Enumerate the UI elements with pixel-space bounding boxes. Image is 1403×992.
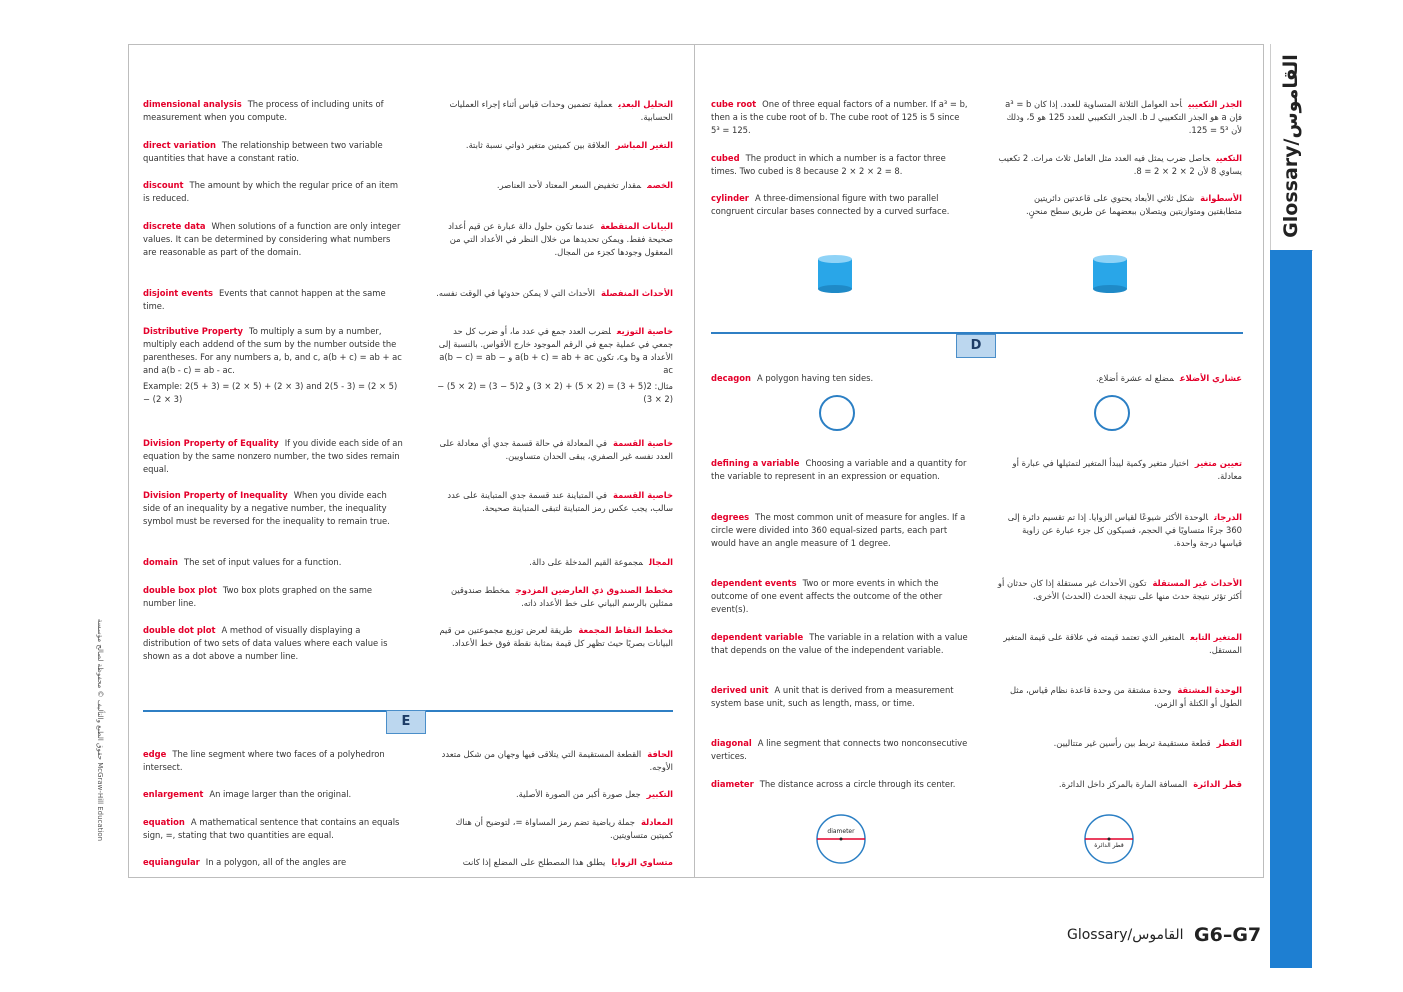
definition-en: When you divide each side of an inequality by a negative number, the inequality symbol must be reversed for the inequality to remain true. <box>143 490 390 526</box>
definition-ar: شكل ثلاثي الأبعاد يحتوي على قاعدتين دائريتين متطابقتين ومتوازيتين ويتصلان ببعضهما عن طريق سطح منحنٍ. <box>1025 193 1242 216</box>
definition-ar: المسافة المارة بالمركز داخل الدائرة. <box>1058 779 1188 789</box>
footer-glossary-label: Glossary/القاموس <box>1067 927 1184 943</box>
definition-ar: وحدة مشتقة من وحدة قاعدة نظام قياس، مثل الطول أو الكتلة أو الزمن. <box>1009 685 1242 708</box>
entry-en-derived-unit <box>711 684 969 710</box>
term-en: edge <box>143 749 167 759</box>
definition-ar: العلاقة بين كميتين متغير ذواتي نسبة ثابتة. <box>465 140 610 150</box>
entry-en-distributive-property <box>143 325 403 406</box>
definition-ar: حاصل ضرب يمثل فيه العدد مثل العامل ثلاث مرات. 2 تكعيب يساوي 8 لأن 2 × 2 × 2 = 8. <box>998 153 1242 176</box>
definition-en: One of three equal factors of a number. If a³ = b, then a is the cube root of b. The cube root of 125 is 5 since 5³ = 125. <box>711 99 968 135</box>
term-ar: البيانات المتقطعة <box>600 221 673 231</box>
definition-en: An image larger than the original. <box>209 789 352 799</box>
term-en: degrees <box>711 512 750 522</box>
definition-en: Two or more events in which the outcome of one event affects the outcome of the other event(s). <box>711 578 943 614</box>
entry-ar-discrete-data <box>433 220 673 259</box>
entry-en-decagon <box>711 372 969 385</box>
term-en: disjoint events <box>143 288 213 298</box>
entry-ar-distributive-property <box>433 325 673 406</box>
diameter-figure-ar <box>1082 812 1136 866</box>
decagon-figure-en <box>816 392 858 434</box>
definition-en: When solutions of a function are only integer values. It can be determined by considering what numbers are reasonable as part of the domain. <box>143 221 401 257</box>
entry-ar-dependent-events <box>997 577 1242 603</box>
entry-ar-equation <box>433 816 673 842</box>
term-ar: الجذر التكعيبي <box>1188 99 1242 109</box>
definition-ar: الأحداث التي لا يمكن حدوثها في الوقت نفسه. <box>436 288 595 298</box>
definition-ar: جملة رياضية تضم رمز المساواة =، لتوضيح أن هناك كميتين متساويتين. <box>455 817 673 840</box>
term-ar: المتغير التابع <box>1190 632 1242 642</box>
definition-ar: المتغير الذي تعتمد قيمته في علاقة على قيمة المتغير المستقل. <box>1003 632 1242 655</box>
entry-en-enlargement <box>143 788 403 801</box>
definition-ar: قطعة مستقيمة تربط بين رأسين غير متتاليين. <box>1053 738 1211 748</box>
term-ar: التكعيب <box>1216 153 1242 163</box>
definition-ar: جعل صورة أكبر من الصورة الأصلية. <box>516 789 641 799</box>
entry-en-domain <box>143 556 403 569</box>
term-en: cubed <box>711 153 740 163</box>
definition-en: A line segment that connects two nonconsecutive vertices. <box>711 738 968 761</box>
definition-en: In a polygon, all of the angles are <box>205 857 347 867</box>
definition-ar: عملية تضمين وحدات قياس أثناء إجراء العمليات الحسابية. <box>449 99 673 122</box>
definition-ar: لضرب العدد جمع في عدد ما، أو ضرب كل حد جمعي في عملية جمع في الرقم الموجود خارج الأقواس. بالنسبة إلى الأعداد a وb وc، تكون a(b + c) = ab + ac و a(b − c) = ab − ac <box>438 326 673 375</box>
definition-ar: أحد العوامل الثلاثة المتساوية للعدد. إذا كان a³ = b فإن a هو الجذر التكعيبي لـ b. الجذر التكعيبي للعدد 125 هو 5، وذلك لأن 5³ = 125. <box>1005 99 1242 135</box>
term-en: cube root <box>711 99 757 109</box>
definition-ar: اختيار متغير وكمية ليبدأ المتغير لتمثيلها في عبارة أو معادلة. <box>1012 458 1242 481</box>
term-en: enlargement <box>143 789 204 799</box>
definition-ar: عندما تكون حلول دالة عبارة عن قيم أعداد صحيحة فقط. ويمكن تحديدها من خلال النظر في الأعداد التي من المعقول وجودها كجزء من المجال. <box>448 221 673 257</box>
term-ar: خاصية التوزيع <box>616 326 673 336</box>
definition-en: Events that cannot happen at the same time. <box>143 288 386 311</box>
entry-ar-decagon <box>997 372 1242 385</box>
term-en: equation <box>143 817 185 827</box>
term-en: Distributive Property <box>143 326 243 336</box>
definition-en: If you divide each side of an equation by the same nonzero number, the two sides remain equal. <box>143 438 403 474</box>
definition-ar: في المعادلة في حالة قسمة جدي أي معادلة على العدد نفسه غير الصفري، يبقى الحدان متساويين. <box>439 438 673 461</box>
term-en: Division Property of Inequality <box>143 490 288 500</box>
definition-en: To multiply a sum by a number, multiply each addend of the sum by the number outside the parentheses. For any numbers a, b, and c, a(b + c) = ab + ac and a(b - c) = ab - ac. <box>143 326 402 375</box>
definition-en: The most common unit of measure for angles. If a circle were divided into 360 equal-sized parts, each part would have an angle measure of 1 degree. <box>711 512 966 548</box>
term-en: dependent events <box>711 578 797 588</box>
definition-ar: الوحدة الأكثر شيوعًا لقياس الزوايا. إذا تم تقسيم دائرة إلى 360 جزءًا متساويًا في الحجم، فسيكون كل جزء عبارة عن زاوية قياسها درجة واحدة. <box>1007 512 1242 548</box>
term-en: domain <box>143 557 178 567</box>
entry-ar-derived-unit <box>997 684 1242 710</box>
term-ar: الوحدة المشتقة <box>1177 685 1242 695</box>
diameter-figure-en <box>814 812 868 866</box>
entry-en-cylinder <box>711 192 969 218</box>
entry-en-cubed <box>711 152 969 178</box>
term-ar: الخصم <box>647 180 673 190</box>
term-en: decagon <box>711 373 752 383</box>
definition-en: The distance across a circle through its center. <box>759 779 956 789</box>
entry-ar-direct-variation <box>433 139 673 152</box>
entry-en-equiangular <box>143 856 403 869</box>
entry-ar-double-dot-plot <box>433 624 673 650</box>
decagon-figure-ar <box>1091 392 1133 434</box>
term-ar: الأسطوانة <box>1200 193 1242 203</box>
entry-ar-domain <box>433 556 673 569</box>
definition-en: The process of including units of measurement when you compute. <box>143 99 384 122</box>
definition-ar: طريقة لعرض توزيع مجموعتين من قيم البيانات بصريًا حيث تظهر كل قيمة بمثابة نقطة فوق خط الأعداد. <box>439 625 673 648</box>
entry-en-cube-root <box>711 98 969 137</box>
copyright-credit: حقوق الطبع والتأليف © محفوظة لصالح مؤسسة McGraw-Hill Education <box>96 618 104 842</box>
definition-ar: مضلع له عشرة أضلاع. <box>1095 373 1174 383</box>
definition-ar: يطلق هذا المصطلح على المضلع إذا كانت <box>462 857 606 867</box>
term-ar: القطر <box>1216 738 1242 748</box>
entry-ar-diagonal <box>997 737 1242 750</box>
entry-ar-defining-a-variable <box>997 457 1242 483</box>
term-ar: عشاري الأضلاع <box>1179 373 1242 383</box>
entry-en-equation <box>143 816 403 842</box>
term-en: diagonal <box>711 738 752 748</box>
cylinder-figure-ar <box>1089 253 1131 295</box>
entry-en-direct-variation <box>143 139 403 165</box>
definition-ar: تكون الأحداث غير مستقلة إذا كان حدثان أو أكثر تؤثر نتيجة حدث منها على نتيجة الحدث (الحدث) الأخرى. <box>997 578 1242 601</box>
term-ar: خاصية القسمة <box>613 490 673 500</box>
entry-en-degrees <box>711 511 969 550</box>
entry-ar-cylinder <box>997 192 1242 218</box>
definition-en: A polygon having ten sides. <box>757 373 874 383</box>
term-ar: التحليل البعدي <box>618 99 673 109</box>
example-ar: مثال: 2(5 + 3) = (2 × 5) + (2 × 3) و 2(5 − 3) = (2 × 5) − (2 × 3) <box>437 381 673 404</box>
side-tab-label: Glossary/القاموس <box>1280 54 1302 238</box>
definition-ar: القطعة المستقيمة التي يتلاقى فيها وجهان من شكل متعدد الأوجه. <box>441 749 673 772</box>
term-en: double dot plot <box>143 625 216 635</box>
definition-en: A unit that is derived from a measurement system base unit, such as length, mass, or time. <box>711 685 954 708</box>
entry-ar-dimensional-analysis <box>433 98 673 124</box>
term-ar: متساوي الزوايا <box>611 857 673 867</box>
entry-en-double-box-plot <box>143 584 403 610</box>
footer-page-numbers: G6–G7 <box>1194 924 1262 946</box>
entry-ar-disjoint-events <box>433 287 673 300</box>
definition-en: Two box plots graphed on the same number line. <box>143 585 373 608</box>
term-en: defining a variable <box>711 458 800 468</box>
entry-ar-discount <box>433 179 673 192</box>
entry-en-division-property-of-equality <box>143 437 403 476</box>
side-tab-blue-bar <box>1270 250 1312 968</box>
entry-en-dimensional-analysis <box>143 98 403 124</box>
entry-en-defining-a-variable <box>711 457 969 483</box>
term-ar: المجال <box>649 557 673 567</box>
definition-en: A mathematical sentence that contains an equals sign, =, stating that two quantities are equal. <box>143 817 400 840</box>
term-ar: التكبير <box>646 789 673 799</box>
definition-en: The amount by which the regular price of an item is reduced. <box>143 180 398 203</box>
entry-en-diameter <box>711 778 969 791</box>
entry-ar-diameter <box>997 778 1242 791</box>
definition-ar: مجموعة القيم المدخلة على دالة. <box>529 557 644 567</box>
term-ar: تعيين متغير <box>1194 458 1242 468</box>
entry-ar-degrees <box>997 511 1242 550</box>
cylinder-figure-en <box>814 253 856 295</box>
definition-en: The variable in a relation with a value that depends on the value of the independent variable. <box>711 632 968 655</box>
definition-en: A method of visually displaying a distribution of two sets of data values where each value is shown as a dot above a number line. <box>143 625 388 661</box>
entry-ar-cube-root <box>997 98 1242 137</box>
term-ar: مخطط الصندوق ذي العارضين المزدوج <box>515 585 673 595</box>
definition-en: The line segment where two faces of a polyhedron intersect. <box>143 749 385 772</box>
section-e-badge: E <box>386 710 426 734</box>
term-en: derived unit <box>711 685 769 695</box>
entry-ar-division-property-of-inequality <box>433 489 673 515</box>
definition-ar: في المتباينة عند قسمة جدي المتباينة على عدد سالب، يجب عكس رمز المتباينة لتبقى المتباينة صحيحة. <box>447 490 673 513</box>
entry-en-diagonal <box>711 737 969 763</box>
entry-en-division-property-of-inequality <box>143 489 403 528</box>
term-en: direct variation <box>143 140 216 150</box>
definition-en: The set of input values for a function. <box>183 557 342 567</box>
term-ar: خاصية القسمة <box>613 438 673 448</box>
term-ar: التغير المباشر <box>615 140 673 150</box>
definition-en: The relationship between two variable quantities that have a constant ratio. <box>143 140 383 163</box>
entry-ar-division-property-of-equality <box>433 437 673 463</box>
term-en: dimensional analysis <box>143 99 242 109</box>
term-ar: الأحداث المنفصلة <box>600 288 673 298</box>
entry-en-discrete-data <box>143 220 403 259</box>
definition-ar: مخطط صندوقين ممثلين بالرسم البياني على خط الأعداد ذاته. <box>450 585 673 608</box>
term-en: equiangular <box>143 857 200 867</box>
entry-en-disjoint-events <box>143 287 403 313</box>
term-en: cylinder <box>711 193 749 203</box>
term-ar: الأحداث غير المستقلة <box>1152 578 1242 588</box>
term-ar: الحافة <box>647 749 673 759</box>
example-en: Example: 2(5 + 3) = (2 × 5) + (2 × 3) and 2(5 - 3) = (2 × 5) − (2 × 3) <box>143 381 398 404</box>
term-ar: المعادلة <box>640 817 673 827</box>
entry-en-double-dot-plot <box>143 624 403 663</box>
entry-ar-double-box-plot <box>433 584 673 610</box>
term-en: Division Property of Equality <box>143 438 279 448</box>
entry-en-discount <box>143 179 403 205</box>
entry-ar-edge <box>433 748 673 774</box>
entry-en-dependent-events <box>711 577 969 616</box>
entry-ar-dependent-variable <box>997 631 1242 657</box>
term-en: dependent variable <box>711 632 804 642</box>
term-ar: قطر الدائرة <box>1193 779 1242 789</box>
term-ar: الدرجات <box>1214 512 1242 522</box>
definition-en: Choosing a variable and a quantity for the variable to represent in an expression or equation. <box>711 458 967 481</box>
term-ar: مخطط النقاط المجمعة <box>578 625 673 635</box>
entry-ar-enlargement <box>433 788 673 801</box>
section-d-badge: D <box>956 334 996 358</box>
diameter-caption-ar: قطر الدائرة <box>1094 842 1124 849</box>
definition-ar: مقدار تخفيض السعر المعتاد لأحد العناصر. <box>496 180 642 190</box>
term-en: discrete data <box>143 221 206 231</box>
entry-ar-equiangular <box>433 856 673 869</box>
term-en: discount <box>143 180 184 190</box>
entry-en-edge <box>143 748 403 774</box>
term-en: diameter <box>711 779 754 789</box>
definition-en: A three-dimensional figure with two parallel congruent circular bases connected by a curved surface. <box>711 193 950 216</box>
definition-en: The product in which a number is a factor three times. Two cubed is 8 because 2 × 2 × 2 = 8. <box>711 153 946 176</box>
term-en: double box plot <box>143 585 217 595</box>
entry-en-dependent-variable <box>711 631 969 657</box>
diameter-caption-en: diameter <box>827 828 855 835</box>
entry-ar-cubed <box>997 152 1242 178</box>
